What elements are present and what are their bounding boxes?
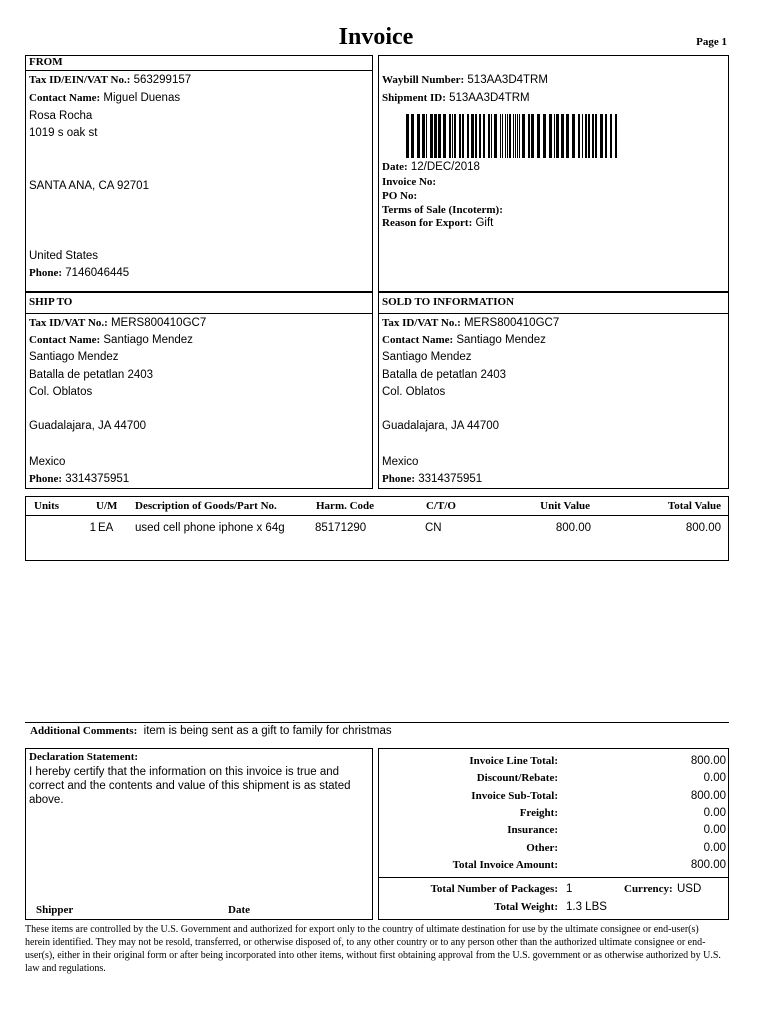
insurance-label: Insurance:	[507, 824, 558, 836]
ship-to-city-line: Guadalajara, JA 44700	[29, 420, 147, 432]
date-value: 12/DEC/2018	[410, 161, 480, 173]
from-phone-line	[29, 266, 129, 280]
items-table	[25, 496, 729, 561]
comments-divider	[25, 722, 729, 723]
currency-value: USD	[677, 883, 702, 895]
barcode-bar	[505, 114, 506, 158]
invoice-line-total-value: 800.00	[690, 755, 726, 767]
barcode-bar	[459, 114, 461, 158]
col-header-description: Description of Goods/Part No.	[135, 500, 277, 512]
comments-value: item is being sent as a gift to family for christmas	[143, 725, 392, 737]
packages-label: Total Number of Packages:	[430, 883, 558, 895]
declaration-date-label: Date	[228, 904, 250, 916]
shipment-box	[378, 55, 729, 292]
barcode-bar	[500, 114, 501, 158]
sold-to-contact-label: Contact Name:	[382, 334, 454, 346]
barcode-bar	[438, 114, 441, 158]
barcode-bar	[578, 114, 580, 158]
barcode-bar	[491, 114, 492, 158]
reason-label: Reason for Export:	[382, 217, 473, 229]
other-label: Other:	[526, 842, 558, 854]
ship-to-contact-line	[29, 333, 193, 347]
barcode-bar	[605, 114, 607, 158]
currency-label: Currency:	[624, 883, 673, 895]
sold-to-address-line: Santiago Mendez	[382, 351, 472, 363]
sold-to-phone-label: Phone:	[382, 473, 415, 485]
barcode-bar	[595, 114, 597, 158]
barcode-bar	[411, 114, 414, 158]
weight-value: 1.3 LBS	[566, 901, 607, 913]
shipment-id-line	[382, 91, 530, 105]
sold-to-city-line: Guadalajara, JA 44700	[382, 420, 500, 432]
barcode-bar	[519, 114, 520, 158]
from-section-title: FROM	[29, 56, 63, 68]
ship-to-contact-value: Santiago Mendez	[103, 334, 193, 346]
barcode-bar	[592, 114, 594, 158]
from-tax-value: 563299157	[133, 74, 192, 86]
insurance-value: 0.00	[703, 824, 726, 836]
po-no-line	[382, 189, 417, 203]
barcode-bar	[600, 114, 603, 158]
row-total-value: 800.00	[685, 522, 721, 534]
barcode-bar	[556, 114, 559, 158]
comments-label: Additional Comments:	[30, 725, 138, 737]
page-number: Page 1	[696, 36, 727, 48]
barcode-bar	[610, 114, 612, 158]
declaration-box	[25, 748, 373, 920]
reason-line	[382, 216, 493, 230]
reason-value: Gift	[475, 217, 494, 229]
invoice-no-line	[382, 175, 436, 189]
sold-to-country: Mexico	[382, 456, 419, 468]
waybill-value: 513AA3D4TRM	[467, 74, 548, 86]
sold-to-address-line: Batalla de petatlan 2403	[382, 369, 507, 381]
from-city-line: SANTA ANA, CA 92701	[29, 180, 149, 192]
row-harm-code: 85171290	[315, 522, 367, 534]
packages-value: 1	[566, 883, 573, 895]
col-header-um: U/M	[96, 500, 118, 512]
barcode-bar	[443, 114, 446, 158]
declaration-title: Declaration Statement:	[29, 751, 139, 763]
row-unit-value: 800.00	[555, 522, 591, 534]
ship-to-phone-line	[29, 472, 129, 486]
barcode-bar	[483, 114, 485, 158]
po-no-label: PO No:	[382, 190, 418, 202]
barcode-bar	[582, 114, 583, 158]
barcode-bar	[422, 114, 425, 158]
barcode-bar	[406, 114, 409, 158]
ship-to-tax-line	[29, 316, 206, 330]
from-box	[25, 55, 373, 292]
from-contact-line	[29, 91, 180, 105]
barcode-bar	[566, 114, 569, 158]
sold-to-address-line: Col. Oblatos	[382, 386, 446, 398]
barcode-bar	[537, 114, 540, 158]
discount-value: 0.00	[703, 772, 726, 784]
waybill-label: Waybill Number:	[382, 74, 465, 86]
sold-to-tax-label: Tax ID/VAT No.:	[382, 317, 461, 329]
ship-to-tax-value: MERS800410GC7	[110, 317, 207, 329]
barcode-bar	[509, 114, 511, 158]
barcode-bar	[522, 114, 525, 158]
sold-to-phone-line	[382, 472, 482, 486]
sold-to-box	[378, 292, 729, 489]
ship-to-phone-label: Phone:	[29, 473, 62, 485]
date-label: Date:	[382, 161, 408, 173]
col-header-unit-value: Unit Value	[540, 500, 590, 512]
barcode-bar	[449, 114, 451, 158]
invoice-line-total-label: Invoice Line Total:	[469, 755, 558, 767]
sold-to-tax-line	[382, 316, 559, 330]
barcode-bar	[543, 114, 546, 158]
ship-to-box	[25, 292, 373, 489]
row-units: 1	[89, 522, 96, 534]
other-value: 0.00	[703, 842, 726, 854]
from-tax-label: Tax ID/EIN/VAT No.:	[29, 74, 131, 86]
invoice-title: Invoice	[338, 24, 414, 50]
barcode-bar	[561, 114, 564, 158]
from-phone-label: Phone:	[29, 267, 62, 279]
barcode-bar	[430, 114, 433, 158]
barcode-bar	[517, 114, 518, 158]
ship-to-address-line: Santiago Mendez	[29, 351, 119, 363]
discount-label: Discount/Rebate:	[476, 772, 558, 784]
barcode-bar	[588, 114, 590, 158]
comments-line	[30, 724, 392, 738]
barcode-bar	[417, 114, 420, 158]
terms-label: Terms of Sale (Incoterm):	[382, 204, 503, 216]
col-header-cto: C/T/O	[426, 500, 456, 512]
from-country: United States	[29, 250, 99, 262]
barcode-bar	[452, 114, 453, 158]
invoice-no-label: Invoice No:	[382, 176, 437, 188]
barcode-bar	[479, 114, 481, 158]
barcode-bar	[585, 114, 587, 158]
barcode-bar	[462, 114, 464, 158]
sold-to-tax-value: MERS800410GC7	[463, 317, 560, 329]
col-header-units: Units	[34, 500, 60, 512]
barcode-bar	[494, 114, 497, 158]
subtotal-label: Invoice Sub-Total:	[471, 790, 558, 802]
sold-to-section-title: SOLD TO INFORMATION	[382, 296, 515, 308]
ship-to-country: Mexico	[29, 456, 66, 468]
barcode-bar	[502, 114, 503, 158]
ship-to-tax-label: Tax ID/VAT No.:	[29, 317, 108, 329]
barcode-bar	[434, 114, 437, 158]
total-invoice-amount-label: Total Invoice Amount:	[452, 859, 558, 871]
barcode-bar	[549, 114, 552, 158]
from-address-line: Rosa Rocha	[29, 110, 93, 122]
barcode-bar	[572, 114, 575, 158]
from-phone-value: 7146046445	[65, 267, 130, 279]
barcode-bar	[615, 114, 617, 158]
barcode-bar	[475, 114, 477, 158]
from-tax-line	[29, 73, 191, 87]
barcode-bar	[515, 114, 516, 158]
ship-to-address-line: Batalla de petatlan 2403	[29, 369, 154, 381]
barcode-bar	[507, 114, 508, 158]
freight-label: Freight:	[519, 807, 558, 819]
barcode-bar	[426, 114, 427, 158]
weight-label: Total Weight:	[494, 901, 558, 913]
col-header-harm-code: Harm. Code	[316, 500, 375, 512]
ship-to-address-line: Col. Oblatos	[29, 386, 93, 398]
sold-to-contact-line	[382, 333, 546, 347]
from-contact-label: Contact Name:	[29, 92, 101, 104]
shipment-id-value: 513AA3D4TRM	[449, 92, 530, 104]
shipment-id-label: Shipment ID:	[382, 92, 446, 104]
barcode-bar	[454, 114, 456, 158]
ship-to-section-title: SHIP TO	[29, 296, 73, 308]
row-um: EA	[98, 522, 114, 534]
waybill-line	[382, 73, 548, 87]
barcode-bar	[513, 114, 514, 158]
barcode-bar	[531, 114, 534, 158]
shipper-label: Shipper	[36, 904, 74, 916]
date-line	[382, 160, 480, 174]
export-control-notice: These items are controlled by the U.S. Government and authorized for export only to the country of ultimate destination for use by the ultimate consignee or end-user(s) herein identified. They may not be resold, transferred, or otherwise disposed of, to any other country or to any person other than the authorized ultimate consignee or end-user(s), either in their original form or after being incorporated into other items, without first obtaining approval from the U.S. government or as otherwise authorized by U.S. law and regulations.	[25, 924, 721, 974]
barcode-bar	[467, 114, 469, 158]
from-address-line: 1019 s oak st	[29, 127, 98, 139]
row-description: used cell phone iphone x 64g	[135, 522, 285, 534]
col-header-total-value: Total Value	[667, 500, 721, 512]
barcode-image	[404, 114, 622, 158]
ship-to-contact-label: Contact Name:	[29, 334, 101, 346]
row-cto: CN	[425, 522, 442, 534]
ship-to-phone-value: 3314375951	[65, 473, 130, 485]
subtotal-value: 800.00	[690, 790, 726, 802]
barcode-bar	[554, 114, 555, 158]
from-contact-value: Miguel Duenas	[103, 92, 181, 104]
barcode-bar	[488, 114, 490, 158]
declaration-text: I hereby certify that the information on this invoice is true and correct and the contents and value of this shipment is as stated above.	[29, 766, 351, 806]
sold-to-phone-value: 3314375951	[418, 473, 483, 485]
terms-line	[382, 203, 503, 217]
total-invoice-amount-value: 800.00	[690, 859, 726, 871]
freight-value: 0.00	[703, 807, 726, 819]
sold-to-contact-value: Santiago Mendez	[456, 334, 546, 346]
barcode-bar	[471, 114, 474, 158]
barcode-bar	[528, 114, 530, 158]
